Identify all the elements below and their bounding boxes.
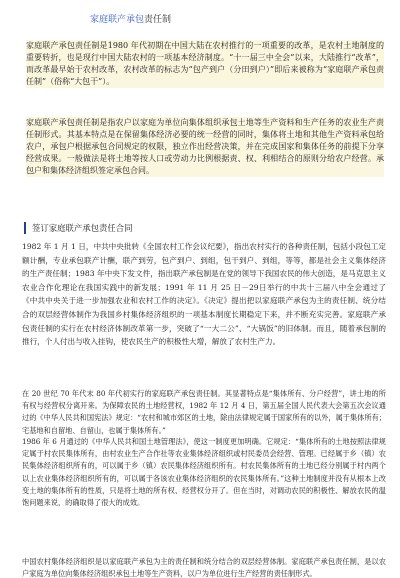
summary-text: 中国农村集体经济组织是以家庭联产承包为主的责任制和统分结合的双层经营体制。家庭联产承包责任制，是以农户家庭为单位向集体经济组织承包土地等生产资料，以户为单位进行生产经营的责任制形式。 [22,557,386,578]
intro-paragraph [26,40,384,88]
section-heading [24,222,133,234]
definition-text: 家庭联产承包责任制是指农户以家庭为单位向集体组织承包土地等生产资料和生产任务的农业生产责任制形式。其基本特点是在保留集体经济必要的统一经营的同时，集体将土地和其他生产资料承包给农户，承包户根据承包合同规定的权限，独立作出经营决策，并在完成国家和集体任务的前提下分享经营成果。一般做法是将土地等按人口或劳动力比例根据责、权、利相结合的原则分给农户经营。承包户和集体经济组织签定承包合同。 [26,118,384,175]
section-heading-text: 签订家庭联产承包责任合同 [32,223,133,233]
history-paragraph [22,240,386,349]
land-law-text: 1986 年 6 月通过的《中华人民共和国土地管理法》，使这一制度更加明确。它规定：“集体所有的土地按照法律规定属于村农民集体所有，由村农业生产合作社等农业集体经济组织或村民委员会经营、管理。已经属于乡（镇）农民集体经济组织所有的，可以属于乡（镇）农民集体经济组织所有。村农民集体所有的土地已经分别属于村内两个以上农业集体经济组织所有的，可以属于各该农业集体经济组织的农民集体所有。”这种土地制度并没有从根本上改变土地的集体所有的性质，只是将土地的所有权、经营权分开了。但在当时，对调动农民的积极性、解放农民的温饱问题来说，的确取得了很大的成效。 [22,437,386,508]
title-suffix: 责任制 [144,15,172,25]
summary-paragraph [22,556,386,578]
history-text: 1982 年 1 月 1 日，中共中央批转《全国农村工作会议纪要》，指出农村实行的各种责任制，包括小段包工定额计酬，专业承包联产计酬，联产到劳，包产到户、到组，包干到户、到组，等等，都是社会主义集体经济的生产责任制；1983 年中央下发文件，指出联产承包制是在党的领导下我国农民的伟大创造，是马克思主义农业合作化理论在我国实践中的新发展；1991 年 11 月 25 日－29日举行的中共十三届八中全会通过了《中共中央关于进一步加强农业和农村工作的决定》。《决定》提出把以家庭联产承包为主的责任制、统分结合的双层经营体制作为我国乡村集体经济组织的一项基本制度长期稳定下来，并不断充实完善。家庭联产承包责任制的实行在农村经济体制改革第一步，突破了“一大二公”、“大锅饭”的旧体制。而且，随着承包制的推行，个人付出与收入挂钩，使农民生产的积极性大增，解放了农村生产力。 [22,242,386,347]
title-link[interactable]: 家庭联产承包 [90,15,145,25]
law-paragraph [22,388,386,437]
law-text: 在 20 世纪 70 年代末 80 年代初实行的家庭联产承包责任制。其显著特点是“集体所有、分户经营”，讲土地的所有权与经营权分离开来。为保障农民的土地经营权，1982 年 12 月 4 日，第五届全国人民代表大会第五次会议通过的《中华人民共和国宪法》规定：“农村和城市郊区的土地，除由法律规定属于国家所有的以外，属于集体所有；宅基地和自留地、自留山，也属于集体所有。” [22,389,386,435]
land-law-paragraph [22,436,386,509]
definition-paragraph [26,117,384,177]
intro-text: 家庭联产承包责任制是1980 年代初期在中国大陆在农村推行的一项重要的改革，是农村土地制度的重要转折，也是现行中国大陆农村的一项基本经济制度。“十一届三中全会”以来，大陆推行“改革”，而改革最早始于农村改革，农村改革的标志为“包产到户（分田到户）”即后来被称为“家庭联产承包责任制”（俗称“大包干”）。 [26,41,384,86]
page-title [90,12,171,25]
